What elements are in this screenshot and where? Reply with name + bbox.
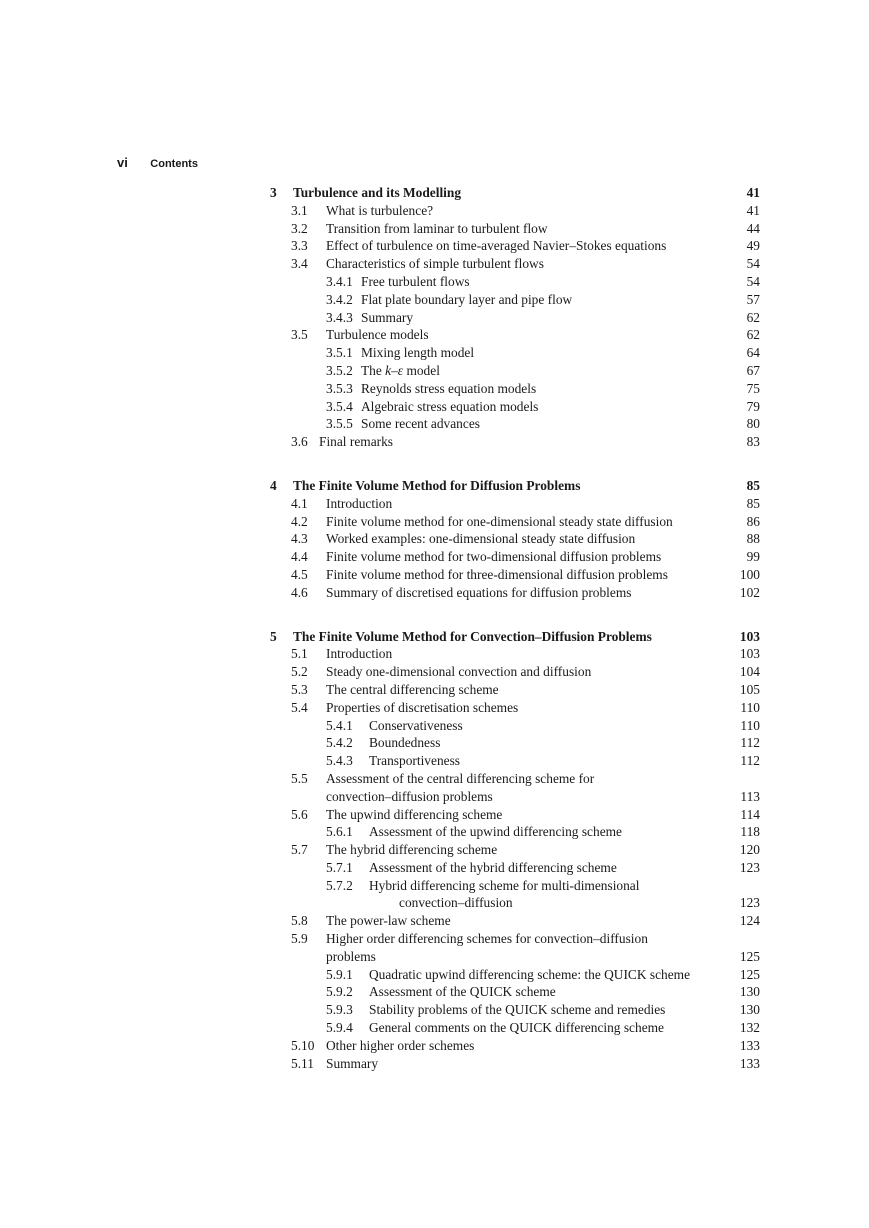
toc-chapter-entry [270,477,760,495]
entry-page-number: 57 [746,291,760,307]
entry-number: 3.5 [291,327,308,343]
entry-page-number: 114 [740,806,760,822]
entry-page-number: 88 [746,531,760,547]
entry-title: Steady one-dimensional convection and diffusion [326,664,592,680]
entry-page-number: 49 [746,238,760,254]
toc-entry [270,1001,760,1019]
entry-title: The central differencing scheme [326,681,499,697]
entry-page-number: 110 [740,717,760,733]
toc-entry [270,966,760,984]
toc-entry [270,344,760,362]
entry-title: General comments on the QUICK differencing scheme [369,1020,664,1036]
toc-entry [270,930,760,948]
entry-title: Properties of discretisation schemes [326,699,519,715]
toc-entry [270,309,760,327]
toc-entry [270,548,760,566]
entry-number: 5.11 [291,1055,314,1071]
table-of-contents [270,184,760,1072]
entry-title: convection–diffusion [399,895,513,911]
entry-page-number: 102 [739,584,760,600]
entry-page-number: 83 [746,434,760,450]
entry-title: Mixing length model [361,345,475,361]
entry-number: 5.10 [291,1037,315,1053]
entry-number: 3.5.3 [326,380,353,396]
toc-entry [270,894,760,912]
entry-page-number: 125 [739,948,760,964]
entry-title: Worked examples: one-dimensional steady state diffusion [326,531,636,547]
entry-title: Introduction [326,646,393,662]
running-title: Contents [150,158,198,170]
entry-title: Stability problems of the QUICK scheme and remedies [369,1002,666,1018]
entry-page-number: 100 [739,566,760,582]
entry-number: 4.3 [291,531,308,547]
toc-entry [270,273,760,291]
entry-number: 5.7 [291,842,308,858]
entry-title: Assessment of the QUICK scheme [369,984,556,1000]
toc-entry [270,1037,760,1055]
entry-title: Summary [326,1055,379,1071]
entry-title: Flat plate boundary layer and pipe flow [361,291,573,307]
entry-page-number: 41 [746,202,760,218]
page-header [117,154,198,172]
entry-number: 5.9.4 [326,1020,353,1036]
toc-entry [270,220,760,238]
entry-number: 5.9.2 [326,984,353,1000]
entry-page-number: 130 [739,984,760,1000]
toc-entry [270,983,760,1001]
entry-number: 4.1 [291,495,308,511]
entry-page-number: 44 [746,220,760,236]
entry-page-number: 112 [740,753,760,769]
entry-number: 5.9 [291,931,308,947]
toc-entry [270,770,760,788]
entry-page-number: 130 [739,1002,760,1018]
entry-title: The Finite Volume Method for Diffusion Problems [293,477,581,493]
toc-entry [270,1055,760,1073]
entry-title: Other higher order schemes [326,1037,475,1053]
entry-page-number: 133 [739,1055,760,1071]
entry-page-number: 120 [739,842,760,858]
toc-entry [270,681,760,699]
entry-title: Transportiveness [369,753,461,769]
entry-number: 5 [270,628,277,644]
toc-entry [270,788,760,806]
entry-page-number: 62 [746,309,760,325]
entry-title: Conservativeness [369,717,463,733]
entry-page-number: 85 [746,477,760,493]
toc-entry [270,495,760,513]
toc-entry [270,806,760,824]
entry-number: 3.4.1 [326,273,353,289]
entry-number: 4.6 [291,584,308,600]
entry-title: convection–diffusion problems [326,788,493,804]
toc-entry [270,530,760,548]
entry-page-number: 124 [739,913,760,929]
toc-entry [270,752,760,770]
entry-title: The upwind differencing scheme [326,806,503,822]
entry-title: Assessment of the hybrid differencing scheme [369,859,617,875]
entry-page-number: 103 [739,646,760,662]
entry-number: 5.9.3 [326,1002,353,1018]
entry-title: Quadratic upwind differencing scheme: the QUICK scheme [369,966,691,982]
entry-number: 5.2 [291,664,308,680]
toc-entry [270,663,760,681]
entry-page-number: 54 [746,273,760,289]
toc-entry [270,859,760,877]
entry-title: Turbulence models [326,327,429,343]
entry-title: Assessment of the upwind differencing scheme [369,824,622,840]
entry-title: Final remarks [319,434,394,450]
toc-entry [270,326,760,344]
entry-number: 3.6 [291,434,308,450]
entry-number: 3.5.5 [326,416,353,432]
entry-title: The hybrid differencing scheme [326,842,498,858]
entry-title: Free turbulent flows [361,273,470,289]
toc-entry [270,362,760,380]
entry-page-number: 67 [746,362,760,378]
entry-page-number: 105 [739,681,760,697]
toc-entry [270,398,760,416]
entry-title: Reynolds stress equation models [361,380,537,396]
entry-page-number: 112 [740,735,760,751]
entry-title: Transition from laminar to turbulent flow [326,220,548,236]
entry-number: 5.4.2 [326,735,353,751]
entry-number: 3.5.4 [326,398,353,414]
entry-number: 5.5 [291,770,308,786]
entry-page-number: 86 [746,513,760,529]
toc-entry [270,877,760,895]
entry-title: Summary [361,309,414,325]
toc-entry [270,380,760,398]
toc-entry [270,202,760,220]
entry-number: 4.4 [291,549,308,565]
entry-number: 5.4.1 [326,717,353,733]
entry-title: Some recent advances [361,416,480,432]
entry-title: Algebraic stress equation models [361,398,539,414]
toc-entry [270,841,760,859]
entry-title: What is turbulence? [326,202,434,218]
entry-number: 3.4 [291,256,308,272]
entry-number: 3.4.3 [326,309,353,325]
toc-entry [270,513,760,531]
toc-entry [270,415,760,433]
toc-entry [270,645,760,663]
entry-title: Higher order differencing schemes for convection–diffusion [326,931,648,947]
entry-page-number: 75 [746,380,760,396]
entry-number: 5.8 [291,913,308,929]
entry-page-number: 123 [739,859,760,875]
entry-page-number: 133 [739,1037,760,1053]
entry-title: Introduction [326,495,393,511]
entry-number: 3 [270,185,277,200]
entry-number: 5.9.1 [326,966,353,982]
entry-title: Effect of turbulence on time-averaged Navier–Stokes equations [326,238,667,254]
toc-entry [270,948,760,966]
entry-page-number: 41 [746,185,760,200]
entry-page-number: 99 [746,549,760,565]
entry-page-number: 125 [739,966,760,982]
entry-title: The Finite Volume Method for Convection–Diffusion Problems [293,628,652,644]
entry-number: 3.1 [291,202,308,218]
entry-number: 5.7.2 [326,877,353,893]
entry-page-number: 113 [740,788,760,804]
entry-number: 3.5.1 [326,345,353,361]
chapter-gap [270,602,760,628]
entry-page-number: 132 [739,1020,760,1036]
toc-entry [270,717,760,735]
toc-entry [270,291,760,309]
entry-number: 5.7.1 [326,859,353,875]
entry-title: Assessment of the central differencing scheme for [326,770,595,786]
toc-entry [270,823,760,841]
entry-page-number: 62 [746,327,760,343]
entry-number: 4.2 [291,513,308,529]
toc-entry [270,433,760,451]
entry-title: The power-law scheme [326,913,451,929]
toc-entry [270,584,760,602]
entry-page-number: 104 [739,664,760,680]
toc-chapter-entry [270,184,760,202]
entry-page-number: 110 [740,699,760,715]
entry-title: The k–ε model [361,362,440,378]
entry-page-number: 123 [739,895,760,911]
entry-page-number: 54 [746,256,760,272]
page-number: vi [117,155,128,170]
chapter-gap [270,451,760,477]
toc-entry [270,237,760,255]
entry-title: Turbulence and its Modelling [293,185,462,200]
entry-number: 5.4.3 [326,753,353,769]
entry-page-number: 85 [746,495,760,511]
entry-number: 5.6.1 [326,824,353,840]
entry-title: Characteristics of simple turbulent flows [326,256,544,272]
entry-title: Finite volume method for two-dimensional diffusion problems [326,549,662,565]
entry-number: 3.5.2 [326,362,353,378]
toc-entry [270,566,760,584]
entry-title: Finite volume method for one-dimensional steady state diffusion [326,513,673,529]
toc-chapter-entry [270,628,760,646]
entry-title: Finite volume method for three-dimensional diffusion problems [326,566,668,582]
entry-number: 5.6 [291,806,308,822]
entry-number: 3.4.2 [326,291,353,307]
toc-entry [270,255,760,273]
entry-number: 3.2 [291,220,308,236]
entry-number: 5.3 [291,681,308,697]
entry-number: 5.4 [291,699,308,715]
entry-page-number: 64 [746,345,760,361]
entry-title: problems [326,948,376,964]
toc-entry [270,1019,760,1037]
entry-page-number: 103 [739,628,760,644]
entry-page-number: 79 [746,398,760,414]
entry-number: 4.5 [291,566,308,582]
entry-page-number: 118 [740,824,760,840]
entry-number: 3.3 [291,238,308,254]
entry-page-number: 80 [746,416,760,432]
toc-entry [270,912,760,930]
toc-entry [270,699,760,717]
entry-number: 5.1 [291,646,308,662]
entry-number: 4 [270,477,277,493]
entry-title: Boundedness [369,735,441,751]
entry-title: Hybrid differencing scheme for multi-dimensional [369,877,640,893]
entry-title: Summary of discretised equations for diffusion problems [326,584,632,600]
toc-entry [270,734,760,752]
